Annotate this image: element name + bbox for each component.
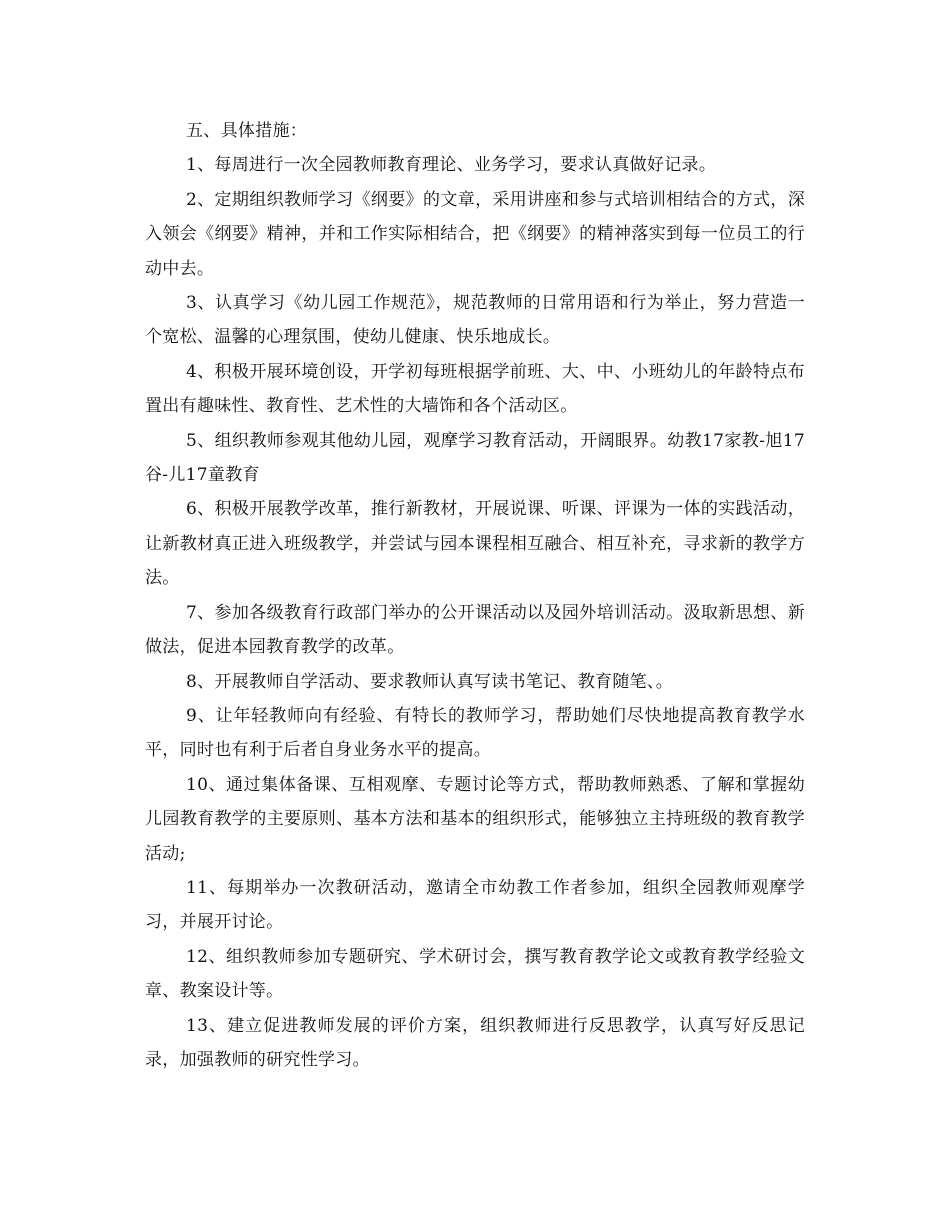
measure-paragraph-6: 6、积极开展教学改革，推行新教材，开展说课、听课、评课为一体的实践活动，让新教材真正进入班级教学，并尝试与园本课程相互融合、相互补充，寻求新的教学方法。 — [145, 499, 805, 589]
section-heading: 五、具体措施： — [186, 121, 308, 141]
measure-paragraph-9: 9、让年轻教师向有经验、有特长的教师学习，帮助她们尽快地提高教育教学水平，同时也有利于后者自身业务水平的提高。 — [145, 705, 805, 761]
measure-paragraph-10: 10、通过集体备课、互相观摩、专题讨论等方式，帮助教师熟悉、了解和掌握幼儿园教育教学的主要原则、基本方法和基本的组织形式，能够独立主持班级的教育教学活动; — [145, 774, 805, 864]
measure-paragraph-7: 7、参加各级教育行政部门举办的公开课活动以及园外培训活动。汲取新思想、新做法，促进本园教育教学的改革。 — [145, 602, 805, 658]
document-page — [145, 114, 805, 1077]
measure-paragraph-5: 5、组织教师参观其他幼儿园，观摩学习教育活动，开阔眼界。幼教17家教-旭17谷-儿17童教育 — [145, 430, 805, 486]
measure-paragraph-1: 1、每周进行一次全园教师教育理论、业务学习，要求认真做好记录。 — [186, 155, 717, 176]
measure-paragraph-12: 12、组织教师参加专题研究、学术研讨会，撰写教育教学论文或教育教学经验文章、教案设计等。 — [145, 946, 805, 1002]
measure-paragraph-8: 8、开展教师自学活动、要求教师认真写读书笔记、教育随笔、。 — [186, 671, 674, 692]
measure-paragraph-4: 4、积极开展环境创设，开学初每班根据学前班、大、中、小班幼儿的年龄特点布置出有趣味性、教育性、艺术性的大墙饰和各个活动区。 — [145, 361, 805, 417]
measure-paragraph-13: 13、建立促进教师发展的评价方案，组织教师进行反思教学，认真写好反思记录，加强教师的研究性学习。 — [145, 1015, 805, 1070]
measure-paragraph-3: 3、认真学习《幼儿园工作规范》，规范教师的日常用语和行为举止，努力营造一个宽松、温馨的心理氛围，使幼儿健康、快乐地成长。 — [145, 293, 805, 348]
measure-paragraph-11: 11、每期举办一次教研活动，邀请全市幼教工作者参加，组织全园教师观摩学习，并展开讨论。 — [145, 877, 805, 933]
measure-paragraph-2: 2、定期组织教师学习《纲要》的文章，采用讲座和参与式培训相结合的方式，深入领会《纲要》精神，并和工作实际相结合，把《纲要》的精神落实到每一位员工的行动中去。 — [145, 189, 805, 279]
